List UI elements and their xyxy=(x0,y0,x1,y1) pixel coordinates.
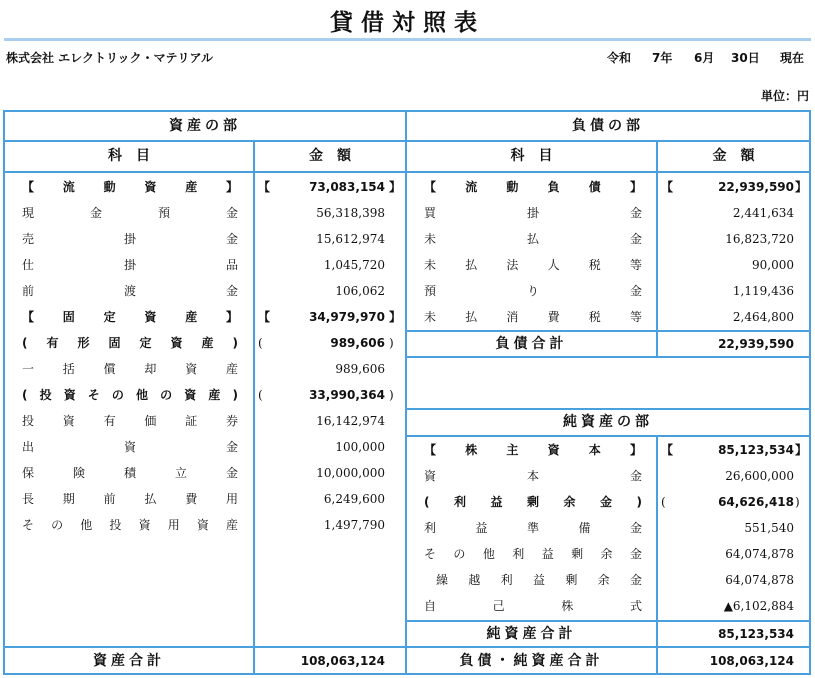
assets-row-amount: 73,083,154 xyxy=(309,180,385,194)
net-assets-total-amount: 85,123,534 xyxy=(718,627,794,641)
liabilities-row-amount: 2,441,634 xyxy=(732,206,794,220)
net_assets-row-label: 利 益 準 備 金 xyxy=(424,521,642,535)
liabilities-row-amount: 90,000 xyxy=(752,258,794,272)
date-suffix: 現在 xyxy=(780,51,805,65)
assets-row-bracket-close: ) xyxy=(389,388,394,402)
net_assets-row-label: 【 株 主 資 本 】 xyxy=(424,443,642,457)
net_assets-row-amount: 551,540 xyxy=(744,521,794,535)
liabilities-row-label: 未 払 法 人 税 等 xyxy=(424,258,642,272)
liabilities-row-label: 未 払 消 費 税 等 xyxy=(424,310,642,324)
assets-row-amount: 33,990,364 xyxy=(309,388,385,402)
assets-row-amount: 56,318,398 xyxy=(316,206,385,220)
net_assets-row-label: そ の 他 利 益 剰 余 金 xyxy=(424,547,642,561)
assets-total-amount: 108,063,124 xyxy=(300,654,385,668)
liabilities-row-bracket-close: 】 xyxy=(795,180,808,194)
page-title: 貸借対照表 xyxy=(330,10,485,36)
net_assets-row-bracket-open: 【 xyxy=(661,443,674,457)
liabilities-col-amount: 金 額 xyxy=(712,148,755,164)
assets-row-bracket-open: ( xyxy=(258,336,263,350)
assets-header: 資産の部 xyxy=(169,118,241,134)
assets-col-subject: 科 目 xyxy=(108,148,150,164)
assets-row-bracket-close: 】 xyxy=(389,310,402,324)
assets-row-label: 長 期 前 払 費 用 xyxy=(22,492,238,506)
liabilities-row-label: 【 流 動 負 債 】 xyxy=(424,180,642,194)
liabilities-row-amount: 16,823,720 xyxy=(725,232,794,246)
liabilities-row-amount: 2,464,800 xyxy=(732,310,794,324)
liabilities-header: 負債の部 xyxy=(572,118,644,134)
assets-row-amount: 15,612,974 xyxy=(316,232,385,246)
assets-row-label: 出 資 金 xyxy=(22,440,238,454)
assets-row-bracket-open: 【 xyxy=(258,310,271,324)
assets-row-amount: 1,497,790 xyxy=(323,518,385,532)
net_assets-row-bracket-open: ( xyxy=(661,495,666,509)
grand-total-amount: 108,063,124 xyxy=(709,654,794,668)
date-day: 30日 xyxy=(731,51,760,65)
net_assets-row-amount: 64,074,878 xyxy=(725,547,794,561)
liabilities-total-amount: 22,939,590 xyxy=(718,337,794,351)
net_assets-row-amount: 64,074,878 xyxy=(725,573,794,587)
assets-row-label: 現 金 預 金 xyxy=(22,206,238,220)
net_assets-row-amount: ▲6,102,884 xyxy=(723,599,794,613)
assets-row-amount: 989,606 xyxy=(330,336,385,350)
liabilities-col-subject: 科 目 xyxy=(510,148,553,164)
net_assets-row-label: ( 利 益 剰 余 金 ) xyxy=(424,495,642,509)
liabilities-row-bracket-open: 【 xyxy=(661,180,674,194)
assets-row-amount: 989,606 xyxy=(335,362,385,376)
date-month: 6月 xyxy=(694,51,715,65)
title-underline xyxy=(4,38,811,41)
company-name: 株式会社 エレクトリック・マテリアル xyxy=(6,51,213,65)
assets-row-label: そ の 他 投 資 用 資 産 xyxy=(22,518,238,532)
assets-total-label: 資産合計 xyxy=(93,653,165,669)
assets-row-label: 保 険 積 立 金 xyxy=(22,466,238,480)
grand-total-label: 負債・純資産合計 xyxy=(459,653,604,669)
liabilities-row-label: 未 払 金 xyxy=(424,232,642,246)
net_assets-row-amount: 64,626,418 xyxy=(718,495,794,509)
net-assets-header: 純資産の部 xyxy=(563,414,653,430)
net_assets-row-label: 資 本 金 xyxy=(424,469,642,483)
liabilities-row-amount: 22,939,590 xyxy=(718,180,794,194)
net_assets-row-bracket-close: 】 xyxy=(795,443,808,457)
assets-col-amount: 金 額 xyxy=(309,148,351,164)
date-era: 令和 xyxy=(607,51,632,65)
assets-row-bracket-open: 【 xyxy=(258,180,271,194)
assets-row-label: 売 掛 金 xyxy=(22,232,238,246)
assets-row-amount: 100,000 xyxy=(335,440,385,454)
assets-row-amount: 1,045,720 xyxy=(323,258,385,272)
assets-row-bracket-close: 】 xyxy=(389,180,402,194)
assets-row-label: 前 渡 金 xyxy=(22,284,238,298)
assets-row-label: 一 括 償 却 資 産 xyxy=(22,362,238,376)
assets-row-amount: 106,062 xyxy=(335,284,385,298)
assets-row-amount: 16,142,974 xyxy=(316,414,385,428)
liabilities-row-label: 買 掛 金 xyxy=(424,206,642,220)
assets-row-label: ( 投 資 そ の 他 の 資 産 ) xyxy=(22,388,238,402)
assets-row-label: 【 固 定 資 産 】 xyxy=(22,310,238,324)
liabilities-row-amount: 1,119,436 xyxy=(732,284,794,298)
liabilities-total-label: 負債合計 xyxy=(495,336,568,352)
assets-row-label: 投 資 有 価 証 券 xyxy=(22,414,238,428)
net_assets-row-amount: 26,600,000 xyxy=(725,469,794,483)
assets-row-bracket-open: ( xyxy=(258,388,263,402)
assets-row-label: 【 流 動 資 産 】 xyxy=(22,180,238,194)
assets-row-label: ( 有 形 固 定 資 産 ) xyxy=(22,336,238,350)
assets-row-label: 仕 掛 品 xyxy=(22,258,238,272)
date-year: 7年 xyxy=(652,51,673,65)
assets-row-amount: 6,249,600 xyxy=(323,492,385,506)
liabilities-row-label: 預 り 金 xyxy=(424,284,642,298)
unit-label: 単位：円 xyxy=(760,89,809,103)
net_assets-row-label: 繰 越 利 益 剰 余 金 xyxy=(436,573,642,587)
assets-row-bracket-close: ) xyxy=(389,336,394,350)
assets-row-amount: 34,979,970 xyxy=(309,310,385,324)
assets-row-amount: 10,000,000 xyxy=(316,466,385,480)
net_assets-row-bracket-close: ) xyxy=(795,495,800,509)
net_assets-row-amount: 85,123,534 xyxy=(718,443,794,457)
net-assets-total-label: 純資産合計 xyxy=(486,626,577,642)
net_assets-row-label: 自 己 株 式 xyxy=(424,599,642,613)
